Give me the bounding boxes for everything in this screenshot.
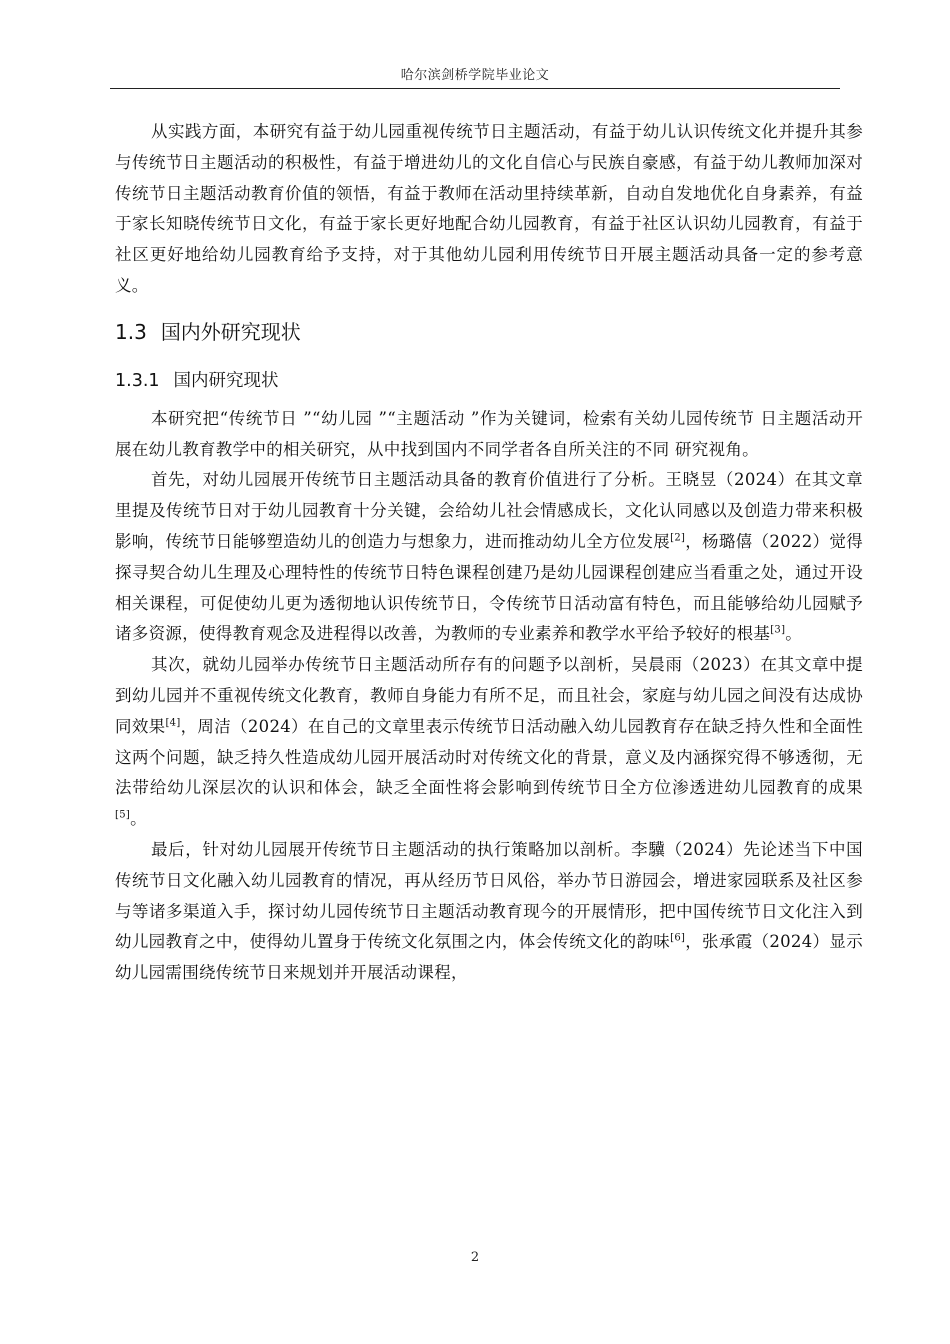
paragraph-intro: 本研究把“传统节日 ”“幼儿园 ”“主题活动 ”作为关键词，检索有关幼儿园传统节 日主题活动开展在幼儿教育教学中的相关研究，从中找到国内不同学者各自所关注的不同 研究视角。 (115, 408, 863, 459)
paragraph-last (115, 835, 863, 989)
section-number: 1.3 (115, 319, 147, 344)
citation-4: [4] (165, 717, 181, 729)
paragraph-text: 。 (130, 809, 147, 829)
citation-5: [5] (115, 809, 131, 821)
paragraph-text: ，周洁（2024）在自己的文章里表示传统节日活动融入幼儿园教育存在缺乏持久性和全面性这两个问题，缺乏持久性造成幼儿园开展活动时对传统文化的背景，意义及内涵探究得不够透彻，无法带给幼儿深层次的认识和体会，缺乏全面性将会影响到传统节日全方位渗透进幼儿园教育的成果 (115, 716, 863, 798)
paragraph-text: 最后，针对幼儿园展开传统节日主题活动的执行策略加以剖析。李驥（2024）先论述当下中国传统节日文化融入幼儿园教育的情况，再从经历节日风俗，举办节日游园会，增进家园联系及社区参与等诸多渠道入手，探讨幼儿园传统节日主题活动教育现今的开展情形，把中国传统节日文化注入到幼儿园教育之中，使得幼儿置身于传统文化氛围之内，体会传统文化的韵味 (115, 839, 863, 952)
section-heading-1-3 (115, 302, 863, 358)
citation-6: [6] (670, 932, 686, 944)
citation-2: [2] (670, 532, 686, 544)
paragraph-text: 。 (785, 624, 803, 644)
paragraph-text: ，张承霞（2024）显示幼儿园需围绕传统节日来规划并开展活动课程， (115, 932, 863, 983)
subsection-number: 1.3.1 (115, 370, 160, 391)
subsection-title: 国内研究现状 (173, 370, 279, 391)
paragraph-first (115, 465, 863, 650)
paragraph-text: 首先，对幼儿园展开传统节日主题活动具备的教育价值进行了分析。王晓昱（2024）在其文章里提及传统节日对于幼儿园教育十分关键，会给幼儿社会情感成长，文化认同感以及创造力带来积极影响，传统节日能够塑造幼儿的创造力与想象力，进而推动幼儿全方位发展 (115, 470, 863, 551)
header-rule (110, 88, 840, 89)
page-number: 2 (470, 1250, 480, 1265)
paragraph-text: ，杨璐僖（2022）觉得探寻契合幼儿生理及心理特性的传统节日特色课程创建乃是幼儿园课程创建应当看重之处，通过开设相关课程，可促使幼儿更为透彻地认识传统节日，令传统节日活动富有特色，而且能够给幼儿园赋予诸多资源，使得教育观念及进程得以改善，为教师的专业素养和教学水平给予较好的根基 (115, 531, 863, 644)
paragraph-second (115, 650, 863, 835)
paragraph-text: 其次，就幼儿园举办传统节日主题活动所存有的问题予以剖析，吴晨雨（2023）在其文章中提到幼儿园并不重视传统文化教育，教师自身能力有所不足，而且社会，家庭与幼儿园之间没有达成协同效果 (115, 655, 863, 736)
paragraph-practice: 从实践方面，本研究有益于幼儿园重视传统节日主题活动，有益于幼儿认识传统文化并提升其参与传统节日主题活动的积极性，有益于增进幼儿的文化自信心与民族自豪感，有益于幼儿教师加深对传统节日主题活动教育价值的领悟，有益于教师在活动里持续革新，自动自发地优化自身素养，有益于家长知晓传统节日文化，有益于家长更好地配合幼儿园教育，有益于社区认识幼儿园教育，有益于社区更好地给幼儿园教育给予支持，对于其他幼儿园利用传统节日开展主题活动具备一定的参考意义。 (115, 122, 863, 295)
section-title: 国内外研究现状 (160, 319, 301, 344)
citation-3: [3] (770, 624, 786, 636)
page-body (115, 117, 863, 989)
subsection-heading-1-3-1 (115, 358, 863, 404)
running-header: 哈尔滨剑桥学院毕业论文 (400, 68, 550, 83)
